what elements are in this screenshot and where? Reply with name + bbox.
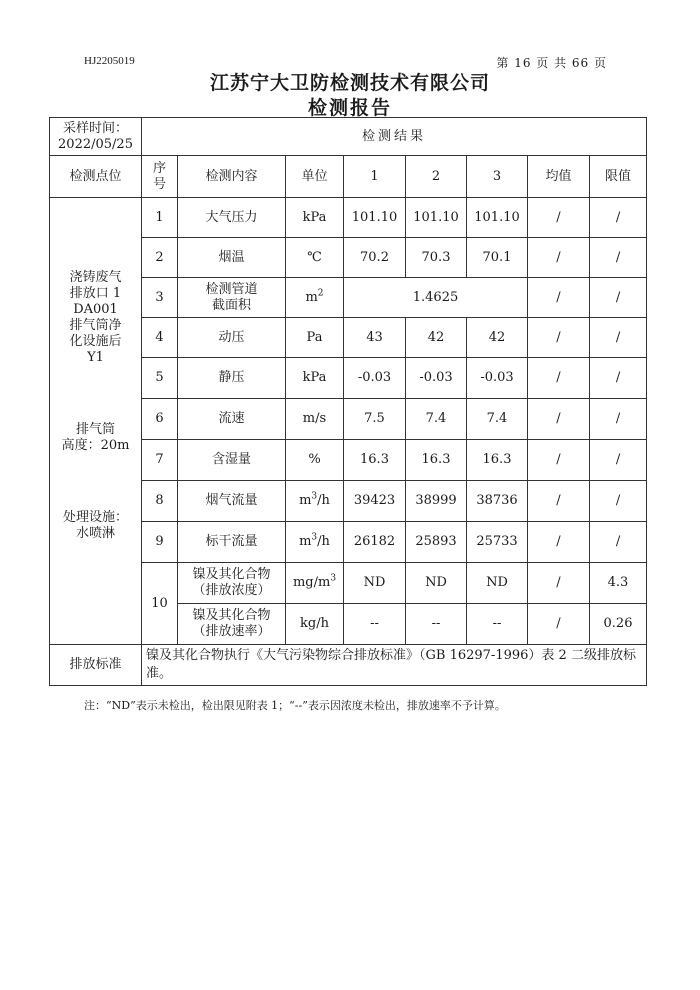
- row-v1: 7.5: [344, 399, 406, 440]
- row-avg: /: [528, 238, 590, 278]
- row-no: 3: [142, 278, 178, 318]
- row-avg: /: [528, 358, 590, 399]
- row-v1: 70.2: [344, 238, 406, 278]
- row-unit: Pa: [286, 318, 344, 358]
- row-no: 6: [142, 399, 178, 440]
- row-v3: 38736: [467, 481, 528, 522]
- footnote: 注：“ND”表示未检出，检出限见附表 1；“--”表示因浓度未检出，排放速率不予计算。: [84, 699, 506, 712]
- results-table: [49, 117, 647, 686]
- standard-text: 镍及其化合物执行《大气污染物综合排放标准》（GB 16297-1996）表 2 二级排放标准。: [142, 645, 647, 686]
- row-v2: ND: [406, 563, 467, 604]
- row-item: 烟气流量: [178, 481, 286, 522]
- row-limit: 4.3: [590, 563, 647, 604]
- row-v3: -0.03: [467, 358, 528, 399]
- row-v2: 101.10: [406, 198, 467, 238]
- row-v1: 39423: [344, 481, 406, 522]
- location-cell: [50, 198, 142, 645]
- row-no: 8: [142, 481, 178, 522]
- row-item: 静压: [178, 358, 286, 399]
- row-no: 4: [142, 318, 178, 358]
- table-row: [50, 198, 647, 238]
- row-no: 10: [142, 563, 178, 645]
- col-seq: 序 号: [142, 156, 178, 198]
- row-item: 镍及其化合物 （排放浓度）: [178, 563, 286, 604]
- row-unit: kPa: [286, 198, 344, 238]
- row-item: 烟温: [178, 238, 286, 278]
- row-limit: 0.26: [590, 604, 647, 645]
- row-limit: /: [590, 198, 647, 238]
- row-unit: kg/h: [286, 604, 344, 645]
- row-v3: 101.10: [467, 198, 528, 238]
- col-limit: 限值: [590, 156, 647, 198]
- col-avg: 均值: [528, 156, 590, 198]
- row-no: 9: [142, 522, 178, 563]
- row-v2: 38999: [406, 481, 467, 522]
- col-r2: 2: [406, 156, 467, 198]
- sampling-time-label: 采样时间：: [62, 120, 128, 136]
- row-limit: /: [590, 278, 647, 318]
- row-avg: /: [528, 481, 590, 522]
- report-title: 检测报告: [307, 97, 392, 119]
- row-v3: ND: [467, 563, 528, 604]
- row-no: 2: [142, 238, 178, 278]
- row-v2: --: [406, 604, 467, 645]
- row-v2: 25893: [406, 522, 467, 563]
- row-unit: ℃: [286, 238, 344, 278]
- row-v3: 16.3: [467, 440, 528, 481]
- row-avg: /: [528, 440, 590, 481]
- row-item: 流速: [178, 399, 286, 440]
- results-label: 检测结果: [142, 118, 647, 156]
- row-v2: -0.03: [406, 358, 467, 399]
- row-limit: /: [590, 358, 647, 399]
- row-item: 标干流量: [178, 522, 286, 563]
- row-merged-value: 1.4625: [344, 278, 528, 318]
- row-v1: 26182: [344, 522, 406, 563]
- row-avg: /: [528, 604, 590, 645]
- row-avg: /: [528, 563, 590, 604]
- treatment-facility: 处理设施： 水喷淋: [62, 510, 128, 541]
- row-unit: $m^3/h$: [286, 481, 344, 522]
- row-v2: 7.4: [406, 399, 467, 440]
- sampling-time-cell: [50, 118, 142, 156]
- company-name: 江苏宁大卫防检测技术有限公司: [209, 72, 490, 94]
- row-v1: 101.10: [344, 198, 406, 238]
- col-r1: 1: [344, 156, 406, 198]
- row-v2: 70.3: [406, 238, 467, 278]
- sampling-date: 2022/05/25: [58, 136, 133, 152]
- col-unit: 单位: [286, 156, 344, 198]
- row-v3: 70.1: [467, 238, 528, 278]
- row-v3: 7.4: [467, 399, 528, 440]
- row-unit: kPa: [286, 358, 344, 399]
- standard-row: [50, 645, 647, 686]
- row-v3: --: [467, 604, 528, 645]
- row-avg: /: [528, 318, 590, 358]
- row-limit: /: [590, 399, 647, 440]
- row-v2: 42: [406, 318, 467, 358]
- row-v1: --: [344, 604, 406, 645]
- location-name: 浇铸废气 排放口 1 DA001 排气筒净 化设施后 Y1: [69, 270, 122, 365]
- row-v2: 16.3: [406, 440, 467, 481]
- row-item: 大气压力: [178, 198, 286, 238]
- row-limit: /: [590, 440, 647, 481]
- row-unit: $m^2$: [286, 278, 344, 318]
- row-item: 镍及其化合物 （排放速率）: [178, 604, 286, 645]
- row-no: 5: [142, 358, 178, 399]
- row-item: 检测管道 截面积: [178, 278, 286, 318]
- col-location: 检测点位: [50, 156, 142, 198]
- row-no: 7: [142, 440, 178, 481]
- row-unit: %: [286, 440, 344, 481]
- row-limit: /: [590, 318, 647, 358]
- row-no: 1: [142, 198, 178, 238]
- row-avg: /: [528, 522, 590, 563]
- row-v3: 42: [467, 318, 528, 358]
- row-unit: $mg/m^3$: [286, 563, 344, 604]
- row-v1: 43: [344, 318, 406, 358]
- row-limit: /: [590, 238, 647, 278]
- row-v3: 25733: [467, 522, 528, 563]
- row-limit: /: [590, 481, 647, 522]
- stack-height: 排气筒 高度：20m: [61, 422, 130, 453]
- row-v1: -0.03: [344, 358, 406, 399]
- row-avg: /: [528, 278, 590, 318]
- row-item: 动压: [178, 318, 286, 358]
- row-v1: ND: [344, 563, 406, 604]
- row-unit: m/s: [286, 399, 344, 440]
- row-avg: /: [528, 399, 590, 440]
- report-id: HJ2205019: [84, 55, 135, 67]
- row-item: 含湿量: [178, 440, 286, 481]
- row-unit: $m^3/h$: [286, 522, 344, 563]
- col-item: 检测内容: [178, 156, 286, 198]
- row-limit: /: [590, 522, 647, 563]
- row-avg: /: [528, 198, 590, 238]
- row-v1: 16.3: [344, 440, 406, 481]
- page-info: 第 16 页 共 66 页: [496, 56, 607, 70]
- col-r3: 3: [467, 156, 528, 198]
- standard-label: 排放标准: [50, 645, 142, 686]
